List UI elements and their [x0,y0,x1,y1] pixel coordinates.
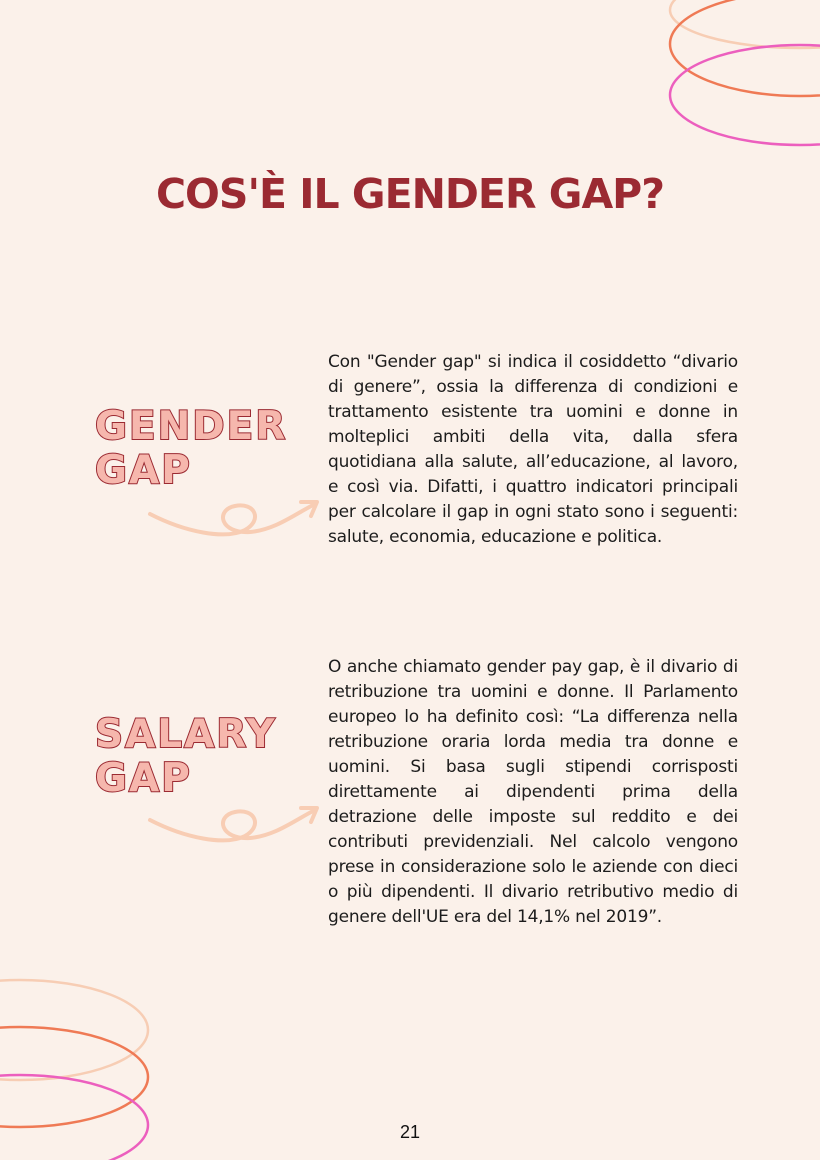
page-number: 21 [399,1122,421,1142]
section-label-gender-gap [95,405,287,493]
curly-arrow-icon [145,798,325,858]
section-text-gender-gap: Con "Gender gap" si indica il cosiddetto “divario di genere”, ossia la differenza di condizioni e trattamento esistente tra uomini e donne in molteplici ambiti della vita, dalla sfera quotidiana alla salute, all’educazione, al lavoro, e così via. Difatti, i quattro indicatori principali per calcolare il gap in ogni stato sono i seguenti: salute, economia, educazione e politica. [328,352,738,547]
label-line: SALARY [95,712,277,757]
section-text-salary-gap: O anche chiamato gender pay gap, è il divario di retribuzione tra uomini e donne. Il Parlamento europeo lo ha definito così: “La differenza nella retribuzione oraria lorda media tra donne e uomini. Si basa sugli stipendi corrisposti direttamente ai dipendenti prima della detrazione delle imposte sul reddito e dei contributi previdenziali. Nel calcolo vengono prese in considerazione solo le aziende con dieci o più dipendenti. Il divario retributivo medio di genere dell'UE era del 14,1% nel 2019”. [328,657,738,927]
label-line: GAP [95,756,192,801]
label-line: GENDER [95,404,288,449]
curly-arrow-icon [145,492,325,552]
section-label-salary-gap [95,713,276,801]
page-title: COS'È IL GENDER GAP? [155,170,665,218]
label-line: GAP [95,448,192,493]
